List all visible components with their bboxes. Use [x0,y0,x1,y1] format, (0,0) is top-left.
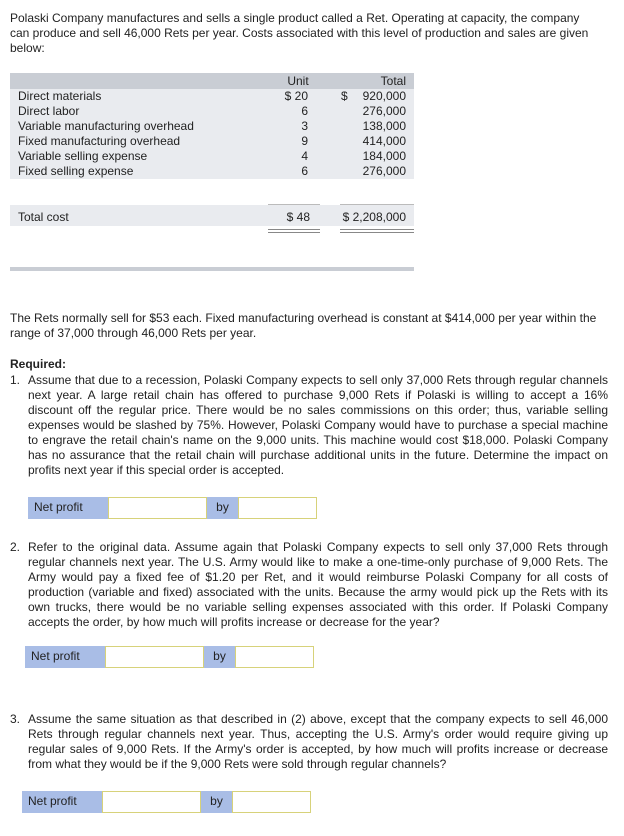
row-total-value: 920,000 [362,89,406,103]
total-column-header: Total [380,74,406,88]
row-label: Fixed manufacturing overhead [18,134,181,148]
table-row [10,89,414,104]
unit-column-header: Unit [287,74,309,88]
total-cost-value: $ 2,208,000 [342,210,406,224]
net-profit-label: Net profit [28,497,108,519]
table-header [10,73,414,89]
total-underline [340,229,414,230]
net-profit-input[interactable] [102,791,201,813]
net-profit-label: Net profit [25,646,105,668]
net-profit-label: Net profit [22,791,102,813]
unit-underline [268,229,320,230]
row-total-value: 414,000 [362,134,406,148]
by-label: by [207,497,238,519]
amount-input[interactable] [232,791,311,813]
question-number: 1. [10,373,21,387]
row-label: Direct labor [18,104,80,118]
row-unit-value: 6 [301,104,308,118]
question-text: Refer to the original data. Assume again that Polaski Company expects to sell only 37,000 Rets through regular channels next year. The U.S. Army would like to make a one-time-only purchase of 9,000 Rets. The Army would pay a fixed fee of $1.20 per Ret, and it would reimburse Polaski Company for all costs of production (variable and fixed) associated with the units. Because the army would pick up the Rets with its own trucks, there would be no variable selling expenses associated with this order. If Polaski Company accepts the order, by how much will profits increase or decrease for the year? [28,540,608,629]
intro-paragraph: Polaski Company manufactures and sells a single product called a Ret. Operating at capacity, the company can produce and sell 46,000 Rets per year. Costs associated with this level of production and sales are given below: [10,11,589,55]
table-row [10,149,414,164]
amount-input[interactable] [235,646,314,668]
row-unit-value: 3 [301,119,308,133]
row-currency: $ [341,89,348,103]
row-total-value: 276,000 [362,164,406,178]
by-label: by [201,791,232,813]
question-2 [10,540,608,630]
row-unit-value: 4 [301,149,308,163]
table-row [10,119,414,134]
table-row [10,134,414,149]
table-bottom-bar [10,267,414,271]
table-spacer-row [10,179,414,197]
total-cost-row [10,205,414,226]
row-total-value: 184,000 [362,149,406,163]
row-unit-value: 9 [301,134,308,148]
row-total-value: 138,000 [362,119,406,133]
total-cost-label: Total cost [18,210,69,224]
question-number: 2. [10,540,21,554]
total-subtotal-line [340,204,414,205]
table-row [10,164,414,179]
row-label: Variable manufacturing overhead [18,119,194,133]
question-number: 3. [10,712,21,726]
by-label: by [204,646,235,668]
total-unit-value: $ 48 [286,210,310,224]
question-3 [10,712,608,772]
row-label: Direct materials [18,89,102,103]
row-label: Variable selling expense [18,149,148,163]
row-unit-value: 6 [301,164,308,178]
net-profit-input[interactable] [108,497,207,519]
question-text: Assume the same situation as that described in (2) above, except that the company expects to sell 46,000 Rets through regular channels next year. Thus, accepting the U.S. Army's order would require giving up regular sales of 9,000 Rets. If the Army's order is accepted, by how much will profits increase or decrease from what they would be if the 9,000 Rets were sold through regular channels? [28,712,608,771]
row-unit-value: $ 20 [284,89,308,103]
required-heading: Required: [10,357,67,371]
unit-subtotal-line [268,204,320,205]
total-double-underline [340,232,414,233]
unit-double-underline [268,232,320,233]
question-text: Assume that due to a recession, Polaski Company expects to sell only 37,000 Rets through regular channels next year. A large retail chain has offered to purchase 9,000 Rets if Polaski is willing to accept a 16% discount off the regular price. There would be no sales commissions on this order; thus, variable selling expenses would be slashed by 75%. However, Polaski Company would have to purchase a special machine to engrave the retail chain's name on the 9,000 units. This machine would cost $18,000. Polaski Company has no assurance that the retail chain will purchase additional units in the future. Determine the impact on profits next year if this special order is accepted. [28,373,608,477]
question-1 [10,373,608,478]
row-total-value: 276,000 [362,104,406,118]
row-label: Fixed selling expense [18,164,134,178]
amount-input[interactable] [238,497,317,519]
net-profit-input[interactable] [105,646,204,668]
table-row [10,104,414,119]
price-paragraph: The Rets normally sell for $53 each. Fixed manufacturing overhead is constant at $414,000 per year within the range of 37,000 through 46,000 Rets per year. [10,311,597,340]
